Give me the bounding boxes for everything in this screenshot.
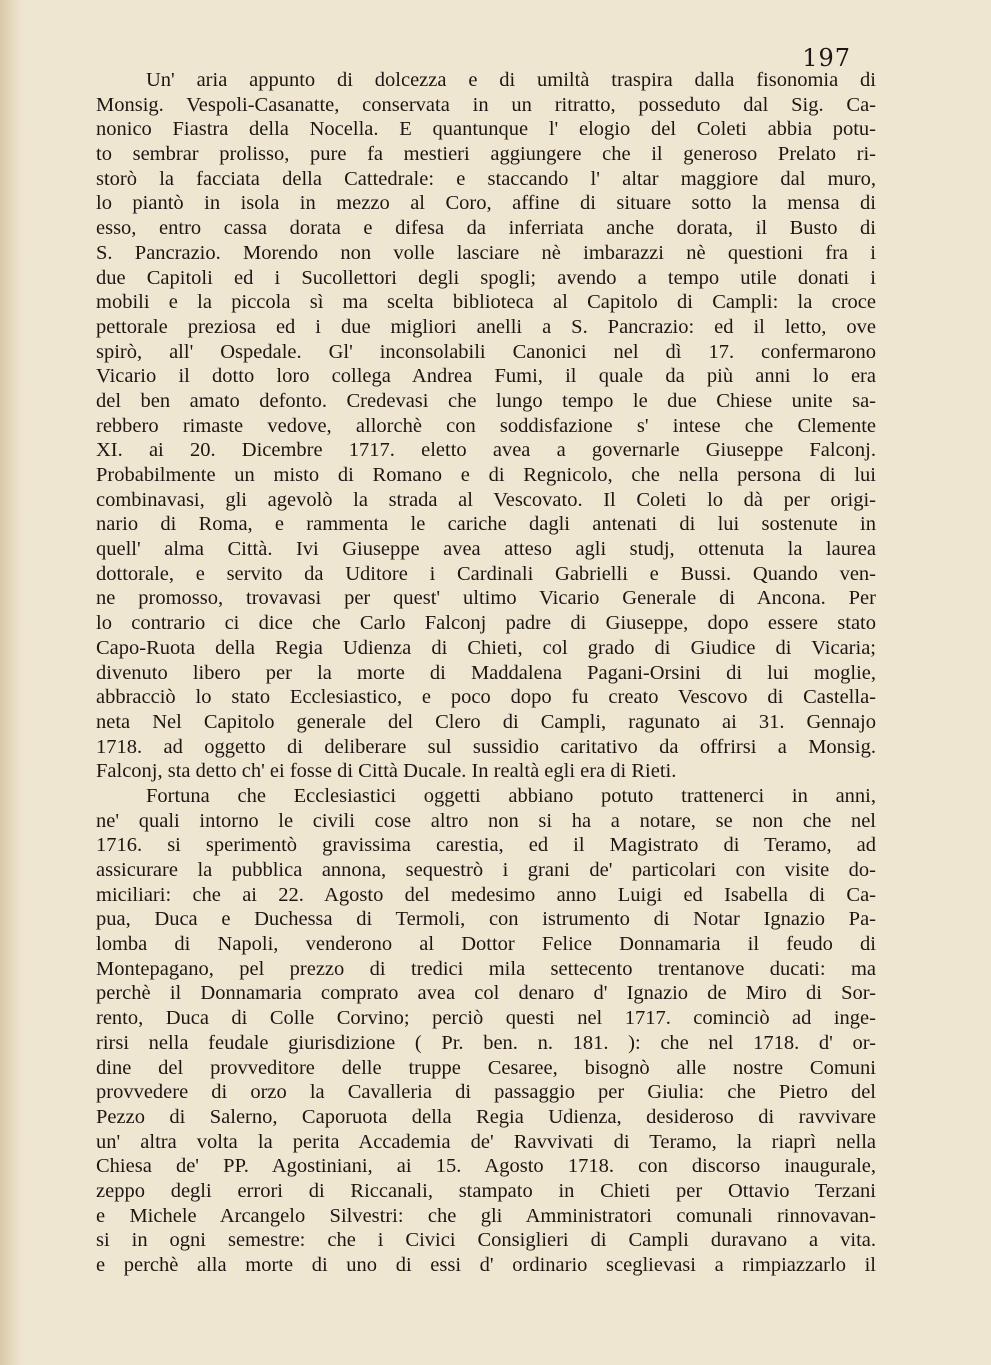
text-line: e perchè alla morte di uno di essi d' ordinario sceglievasi a rimpiazzarlo il	[96, 1254, 876, 1276]
text-line: 1716. si sperimentò gravissima carestia, ed il Magistrato di Teramo, ad	[96, 834, 876, 857]
page-number: 197	[802, 44, 851, 72]
text-line: Un' aria appunto di dolcezza e di umiltà traspira dalla fisonomia di	[146, 69, 876, 91]
text-line: miciliari: che ai 22. Agosto del medesimo anno Luigi ed Isabella di Ca-	[96, 883, 876, 906]
text-line: neta Nel Capitolo generale del Clero di Campli, ragunato ai 31. Gennajo	[96, 710, 876, 733]
text-line: zeppo degli errori di Riccanali, stampato in Chieti per Ottavio Terzani	[96, 1179, 876, 1202]
text-line: lo contrario ci dice che Carlo Falconj padre di Giuseppe, dopo essere stato	[96, 612, 876, 635]
text-line: XI. ai 20. Dicembre 1717. eletto avea a governarle Giuseppe Falconj.	[96, 439, 876, 462]
text-line: spirò, all' Ospedale. Gl' inconsolabili Canonici nel dì 17. confermarono	[96, 340, 876, 363]
text-line: provvedere di orzo la Cavalleria di passaggio per Giulia: che Pietro del	[96, 1081, 876, 1104]
text-line: lo piantò in isola in mezzo al Coro, affine di situare sotto la mensa di	[96, 192, 876, 215]
text-line: nario di Roma, e rammenta le cariche dagli antenati di lui sostenute in	[96, 513, 876, 536]
text-line: abbracciò lo stato Ecclesiastico, e poco dopo fu creato Vescovo di Castella-	[96, 686, 876, 709]
text-line: del ben amato defonto. Credevasi che lungo tempo le due Chiese unite sa-	[96, 389, 876, 412]
text-line: si in ogni semestre: che i Civici Consiglieri di Campli duravano a vita.	[96, 1229, 876, 1252]
text-line: rento, Duca di Colle Corvino; perciò questi nel 1717. cominciò ad inge-	[96, 1007, 876, 1030]
text-line: ne promosso, trovavasi per quest' ultimo Vicario Generale di Ancona. Per	[96, 587, 876, 610]
text-line: 1718. ad oggetto di deliberare sul sussidio caritativo da offrirsi a Monsig.	[96, 735, 876, 758]
text-line: pettorale preziosa ed i due migliori anelli a S. Pancrazio: ed il letto, ove	[96, 315, 876, 338]
text-line: divenuto libero per la morte di Maddalena Pagani-Orsini di lui moglie,	[96, 661, 876, 684]
text-line: dottorale, e servito da Uditore i Cardinali Gabrielli e Bussi. Quando ven-	[96, 562, 876, 585]
text-line: to sembrar prolisso, pure fa mestieri aggiungere che il generoso Prelato ri-	[96, 143, 876, 166]
text-line: due Capitoli ed i Sucollettori degli spogli; avendo a tempo utile donati i	[96, 266, 876, 289]
text-line: Capo-Ruota della Regia Udienza di Chieti, col grado di Giudice di Vicaria;	[96, 636, 876, 659]
text-line: Vicario il dotto loro collega Andrea Fumi, il quale da più anni lo era	[96, 365, 876, 388]
text-line: Fortuna che Ecclesiastici oggetti abbiano potuto trattenerci in anni,	[146, 784, 876, 807]
text-line: S. Pancrazio. Morendo non volle lasciare nè imbarazzi nè questioni fra i	[96, 241, 876, 264]
text-line: Probabilmente un misto di Romano e di Regnicolo, che nella persona di lui	[96, 464, 876, 486]
text-line: Monsig. Vespoli-Casanatte, conservata in un ritratto, posseduto dal Sig. Ca-	[96, 93, 876, 116]
text-line: mobili e la piccola sì ma scelta biblioteca al Capitolo di Campli: la croce	[96, 291, 876, 314]
text-line: Chiesa de' PP. Agostiniani, ai 15. Agosto 1718. con discorso inaugurale,	[96, 1155, 876, 1178]
text-line: assicurare la pubblica annona, sequestrò i grani de' particolari con visite do-	[96, 859, 876, 881]
text-line: quell' alma Città. Ivi Giuseppe avea atteso agli studj, ottenuta la laurea	[96, 538, 876, 561]
text-line: e Michele Arcangelo Silvestri: che gli Amministratori comunali rinnovavan-	[96, 1204, 876, 1227]
text-line: esso, entro cassa dorata e difesa da inferriata anche dorata, il Busto di	[96, 217, 876, 240]
text-line: dine del provveditore delle truppe Cesaree, bisognò alle nostre Comuni	[96, 1056, 876, 1079]
text-line: storò la facciata della Cattedrale: e staccando l' altar maggiore dal muro,	[96, 167, 876, 190]
page-gutter-shadow	[0, 0, 22, 1365]
text-line: Falconj, sta detto ch' ei fosse di Città Ducale. In realtà egli era di Rieti.	[96, 760, 677, 783]
text-line: lomba di Napoli, venderono al Dottor Felice Donnamaria il feudo di	[96, 933, 876, 956]
text-line: rirsi nella feudale giurisdizione ( Pr. ben. n. 181. ): che nel 1718. d' or-	[96, 1031, 876, 1054]
text-line: un' altra volta la perita Accademia de' Ravvivati di Teramo, la riaprì nella	[96, 1130, 876, 1153]
body-text	[96, 68, 876, 1278]
text-line: pua, Duca e Duchessa di Termoli, con istrumento di Notar Ignazio Pa-	[96, 908, 876, 931]
text-line: Pezzo di Salerno, Caporuota della Regia Udienza, desideroso di ravvivare	[96, 1105, 876, 1128]
text-line: nonico Fiastra della Nocella. E quantunque l' elogio del Coleti abbia potu-	[96, 118, 876, 141]
text-line: ne' quali intorno le civili cose altro non si ha a notare, se non che nel	[96, 809, 876, 832]
text-line: rebbero rimaste vedove, allorchè con soddisfazione s' intese che Clemente	[96, 414, 876, 437]
text-line: combinavasi, gli agevolò la strada al Vescovato. Il Coleti lo dà per origi-	[96, 488, 876, 511]
text-line: perchè il Donnamaria comprato avea col denaro d' Ignazio de Miro di Sor-	[96, 982, 876, 1005]
text-line: Montepagano, pel prezzo di tredici mila settecento trentanove ducati: ma	[96, 957, 876, 980]
